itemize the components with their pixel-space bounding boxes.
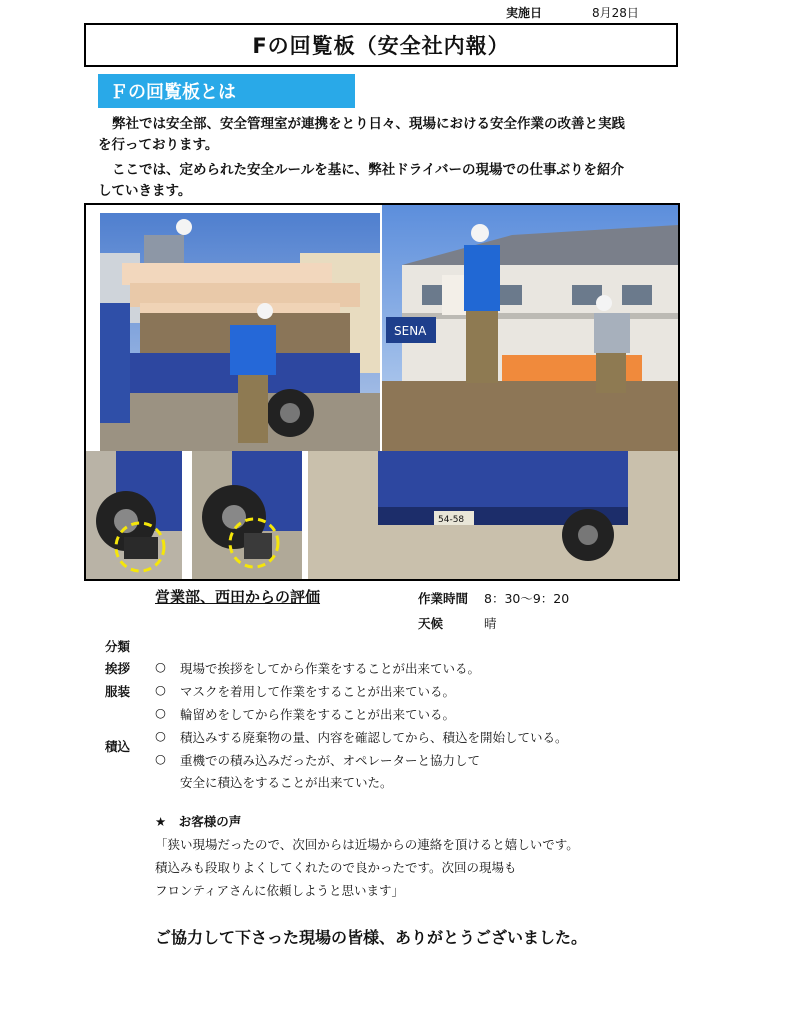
intro-line-3: ここでは、定められた安全ルールを基に、弊社ドライバーの現場での仕事ぶりを紹介 (112, 162, 625, 178)
weather-label: 天候 (418, 616, 444, 631)
photo-truck-loading-left (100, 213, 380, 451)
item-3: 輪留めをしてから作業をすることが出来ている。 (180, 707, 456, 722)
date-value: 8月28日 (592, 6, 639, 20)
item-5-continuation: 安全に積込をすることが出来ていた。 (180, 775, 393, 790)
photo-truck-loading-left-image (100, 213, 380, 451)
photo-truck-rear (308, 451, 678, 581)
photo-wheel-chock-2 (192, 451, 302, 581)
photo-collage (84, 203, 680, 581)
item-1: 現場で挨拶をしてから作業をすることが出来ている。 (180, 661, 481, 676)
photo-wheel-chock-1-image (86, 451, 182, 581)
customer-voice-line-3: フロンティアさんに依頼しようと思います」 (155, 883, 405, 898)
photo-wheel-chock-2-image (192, 451, 302, 581)
date-label: 実施日 (506, 6, 543, 20)
category-greeting: 挨拶 (105, 661, 131, 676)
page-title: Fの回覧板（安全社内報） (84, 23, 678, 67)
customer-voice-heading: ★ お客様の声 (155, 814, 242, 829)
bullet-4: ○ (155, 728, 166, 743)
item-5: 重機での積み込みだったが、オペレーターと協力して (180, 753, 481, 768)
intro-line-4: していきます。 (98, 183, 192, 199)
category-loading: 積込 (105, 739, 131, 754)
intro-line-2: を行っております。 (98, 137, 219, 153)
item-2: マスクを着用して作業をすることが出来ている。 (180, 684, 456, 699)
category-header: 分類 (105, 639, 131, 654)
bullet-2: ○ (155, 682, 166, 697)
section-heading: Ｆの回覧板とは (98, 74, 355, 108)
intro-line-1: 弊社では安全部、安全管理室が連携をとり日々、現場における安全作業の改善と実践 (112, 116, 625, 132)
photo-truck-bags-right-image (382, 205, 678, 451)
item-4: 積込みする廃棄物の量、内容を確認してから、積込を開始している。 (180, 730, 568, 745)
photo-wheel-chock-1 (86, 451, 182, 581)
work-time-label: 作業時間 (418, 591, 469, 606)
photo-truck-bags-right (382, 205, 678, 451)
customer-voice-line-1: 「狭い現場だったので、次回からは近場からの連絡を頂けると嬉しいです。 (155, 837, 579, 852)
bullet-5: ○ (155, 751, 166, 766)
category-attire: 服装 (105, 684, 131, 699)
evaluation-heading: 営業部、西田からの評価 (155, 588, 321, 606)
closing-message: ご協力して下さった現場の皆様、ありがとうございました。 (155, 928, 588, 947)
photo-truck-rear-image (308, 451, 678, 581)
bullet-1: ○ (155, 659, 166, 674)
work-time-value: 8：30〜9：20 (484, 591, 570, 606)
bullet-3: ○ (155, 705, 166, 720)
banner-text: SENA (394, 324, 427, 338)
weather-value: 晴 (484, 616, 497, 631)
customer-voice-line-2: 積込みも段取りよくしてくれたので良かったです。次回の現場も (155, 860, 517, 875)
plate-text: 54-58 (438, 515, 465, 525)
